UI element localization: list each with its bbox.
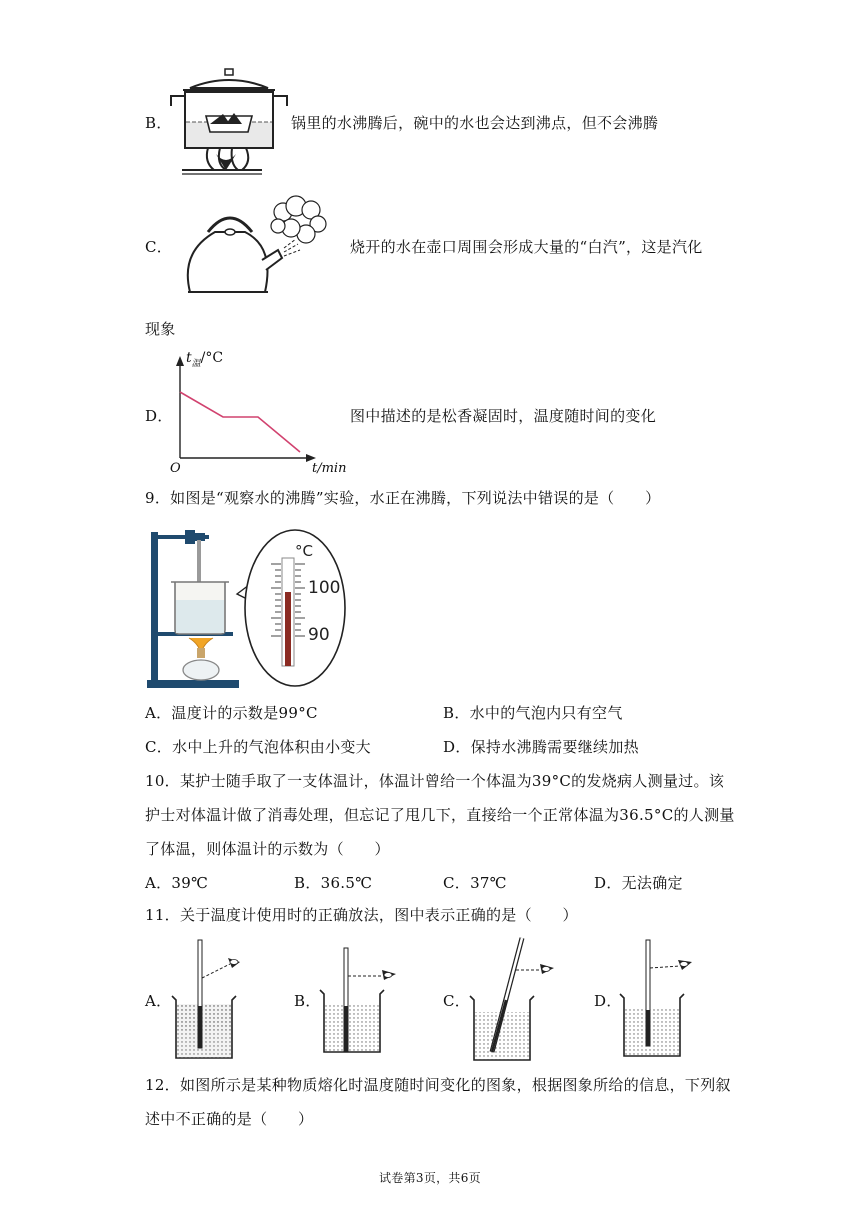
q11-stem: 11．关于温度计使用时的正确放法，图中表示正确的是（ ） <box>145 906 578 924</box>
q9-option-a: A．温度计的示数是99°C <box>145 704 318 722</box>
thermometer-unit-label: °C <box>295 542 313 560</box>
graph-x-axis-label: t/min <box>312 461 347 476</box>
q12-stem-line-1: 12．如图所示是某种物质熔化时温度随时间变化的图象，根据图象所给的信息，下列叙 <box>145 1076 731 1094</box>
q10-stem-line-3: 了体温，则体温计的示数为（ ） <box>145 840 390 858</box>
graph-y-axis-label: $t_温/^\circ C$ <box>186 350 224 369</box>
q8-d-text: 图中描述的是松香凝固时，温度随时间的变化 <box>350 407 657 425</box>
q10-stem-line-1: 10．某护士随手取了一支体温计，体温计曾给一个体温为39°C的发烧病人测量过。该 <box>145 772 725 790</box>
rosin-cooling-graph <box>168 342 358 477</box>
q11-label-d: D． <box>594 992 622 1010</box>
q9-stem: 9．如图是“观察水的沸腾”实验，水正在沸腾，下列说法中错误的是（ ） <box>145 489 661 507</box>
q10-stem-line-2: 护士对体温计做了消毒处理，但忘记了甩几下，直接给一个正常体温为36.5°C的人测量 <box>145 806 735 824</box>
q11-label-b: B． <box>294 992 321 1010</box>
q8-c-text: 烧开的水在壶口周围会形成大量的“白汽”，这是汽化 <box>350 238 703 256</box>
q9-option-d: D．保持水沸腾需要继续加热 <box>443 738 639 756</box>
q9-option-b: B．水中的气泡内只有空气 <box>443 704 623 722</box>
q8-d-label: D． <box>145 407 173 425</box>
q8-c-label: C． <box>145 238 173 256</box>
q10-option-d: D．无法确定 <box>594 874 683 892</box>
q8-c-text-cont: 现象 <box>145 320 176 338</box>
kettle-steam-figure <box>180 192 330 302</box>
q8-b-label: B． <box>145 114 172 132</box>
thermometer-tick-90: 90 <box>308 625 330 645</box>
beaker-thermometer-b <box>316 944 406 1056</box>
q10-option-b: B．36.5℃ <box>294 874 373 892</box>
q11-label-a: A． <box>145 992 172 1010</box>
graph-origin-label: O <box>170 461 181 476</box>
thermometer-tick-100: 100 <box>308 578 341 598</box>
q10-option-c: C．37℃ <box>443 874 507 892</box>
q12-stem-line-2: 述中不正确的是（ ） <box>145 1110 314 1128</box>
beaker-thermometer-c <box>466 934 562 1064</box>
pot-over-flame-figure <box>168 66 290 178</box>
page-footer: 试卷第3页，共6页 <box>379 1171 481 1185</box>
beaker-thermometer-a <box>168 936 258 1062</box>
q11-label-c: C． <box>443 992 471 1010</box>
q8-b-text: 锅里的水沸腾后，碗中的水也会达到沸点，但不会沸腾 <box>291 114 659 132</box>
q10-option-a: A．39℃ <box>145 874 209 892</box>
boiling-experiment-figure <box>145 522 370 690</box>
q9-option-c: C．水中上升的气泡体积由小变大 <box>145 738 371 756</box>
beaker-thermometer-d <box>616 936 706 1062</box>
